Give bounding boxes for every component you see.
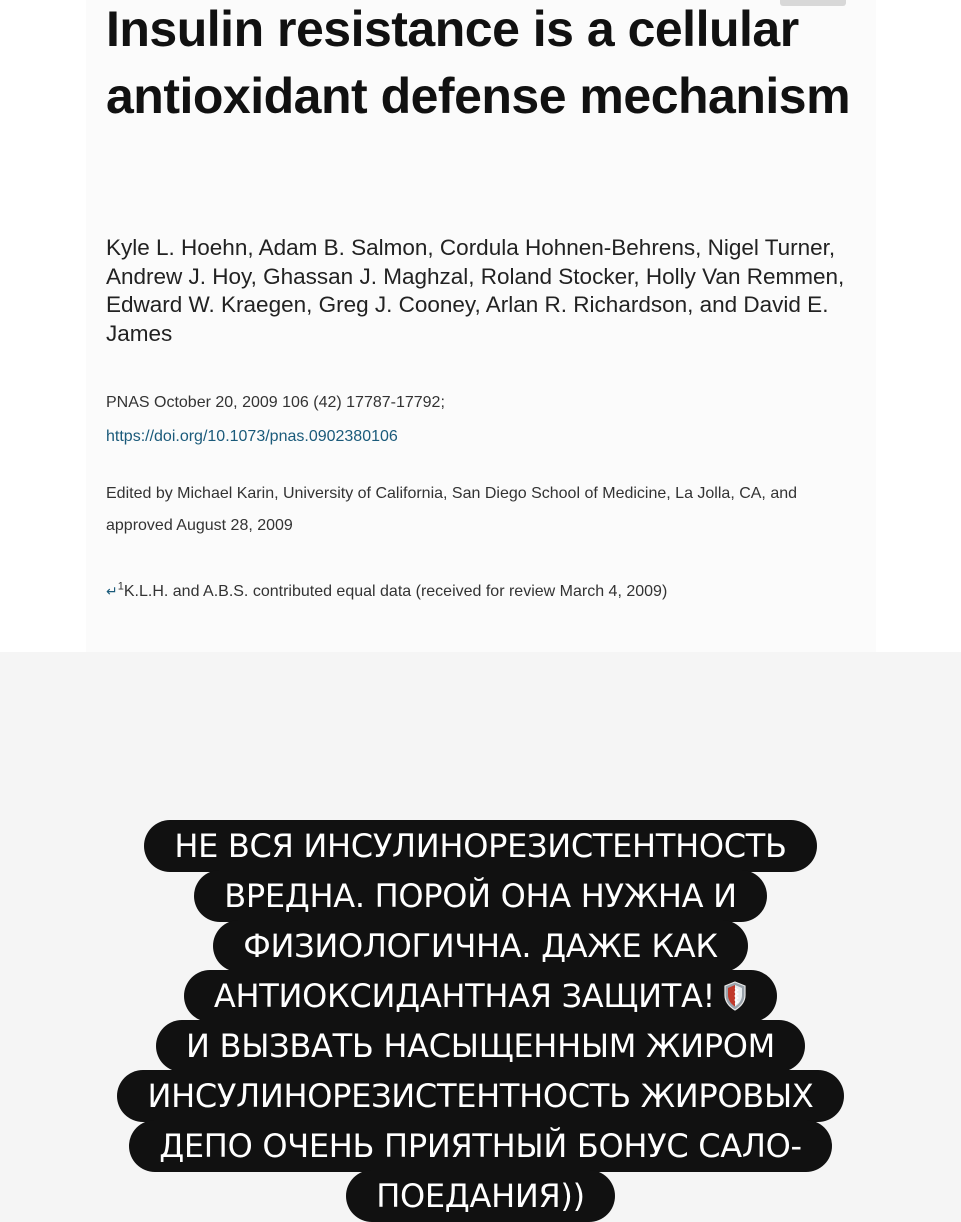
- return-arrow-icon[interactable]: ↵: [106, 583, 118, 599]
- article-citation: PNAS October 20, 2009 106 (42) 17787-17792;: [106, 394, 445, 411]
- footnote: [106, 576, 836, 607]
- caption-line: ДЕПО ОЧЕНЬ ПРИЯТНЫЙ БОНУС САЛО-: [129, 1120, 832, 1172]
- shield-icon: [723, 981, 747, 1011]
- caption-line: ВРЕДНА. ПОРОЙ ОНА НУЖНА И: [194, 870, 767, 922]
- caption-line: ПОЕДАНИЯ)): [346, 1170, 615, 1222]
- caption-line: ИНСУЛИНОРЕЗИСТЕНТНОСТЬ ЖИРОВЫХ: [117, 1070, 843, 1122]
- caption-line: ФИЗИОЛОГИЧНА. ДАЖЕ КАК: [213, 920, 748, 972]
- footnote-marker: 1: [117, 580, 124, 593]
- doi-link[interactable]: https://doi.org/10.1073/pnas.0902380106: [106, 428, 398, 445]
- caption-line-text: АНТИОКСИДАНТНАЯ ЗАЩИТА!: [213, 977, 716, 1015]
- story-caption: [0, 822, 961, 1222]
- article-title: Insulin resistance is a cellular antioxidant defense mechanism: [106, 1, 851, 124]
- caption-line: НЕ ВСЯ ИНСУЛИНОРЕЗИСТЕНТНОСТЬ: [144, 820, 816, 872]
- caption-line: И ВЫЗВАТЬ НАСЫЩЕННЫМ ЖИРОМ: [156, 1020, 805, 1072]
- edited-by-note: Edited by Michael Karin, University of California, San Diego School of Medicine, La Jolla, CA, and approved August 28, 2009: [106, 485, 798, 534]
- footnote-text: K.L.H. and A.B.S. contributed equal data (received for review March 4, 2009): [123, 583, 668, 600]
- article-authors: Kyle L. Hoehn, Adam B. Salmon, Cordula Hohnen-Behrens, Nigel Turner, Andrew J. Hoy, Ghassan J. Maghzal, Roland Stocker, Holly Van Remmen, Edward W. Kraegen, Greg J. Cooney, Arlan R. Richardson, and David E. James: [106, 235, 845, 346]
- caption-line-with-emoji: [184, 970, 777, 1022]
